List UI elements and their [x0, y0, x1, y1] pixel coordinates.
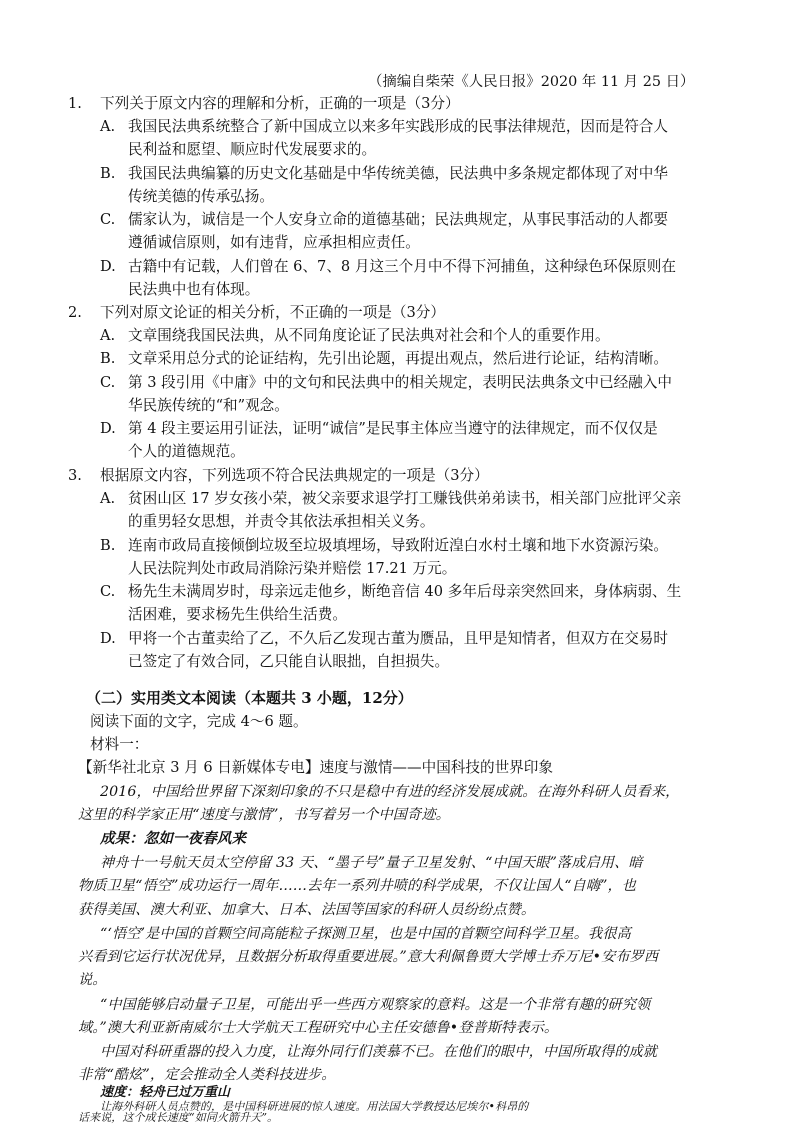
q3-option-d	[100, 629, 668, 649]
reading-instruction: 阅读下面的文字，完成 4～6 题。	[90, 713, 308, 730]
question-number: 1.	[68, 95, 82, 112]
option-letter: C.	[100, 211, 116, 228]
option-letter: C.	[100, 583, 116, 600]
option-text: 文章围绕我国民法典，从不同角度论证了民法典对社会和个人的重要作用。	[128, 327, 610, 344]
q1-option-b-cont: 传统美德的传承弘扬。	[128, 188, 274, 205]
q3-option-c-cont: 活困难，要求杨先生供给生活费。	[128, 606, 347, 623]
q3-option-a	[100, 489, 681, 509]
question-text: 根据原文内容，下列选项不符合民法典规定的一项是（3分）	[100, 467, 489, 484]
q1-option-b	[100, 164, 668, 184]
q2-option-d-cont: 个人的道德规范。	[128, 443, 245, 460]
option-text: 贫困山区 17 岁女孩小荣，被父亲要求退学打工赚钱供弟弟读书，相关部门应批评父亲	[128, 490, 682, 507]
option-text: 第 3 段引用《中庸》中的文句和民法典中的相关规定，表明民法典条文中已经融入中	[128, 374, 672, 391]
q1-option-c	[100, 210, 668, 230]
q1-option-a	[100, 117, 668, 137]
option-text: 杨先生未满周岁时，母亲远走他乡，断绝音信 40 多年后母亲突然回来，身体病弱、生	[128, 583, 682, 600]
article-p4-line-1: 中国对科研重器的投入力度，让海外同行们羡慕不已。在他们的眼中，中国所取得的成就	[100, 1044, 658, 1060]
q1-option-d	[100, 257, 676, 277]
question-text: 下列对原文论证的相关分析，不正确的一项是（3分）	[100, 304, 445, 321]
q3-option-a-cont: 的重男轻女思想，并责令其依法承担相关义务。	[128, 513, 435, 530]
q2-option-c	[100, 373, 672, 393]
q1-option-d-cont: 民法典中也有体现。	[128, 281, 260, 298]
article-p1-line-1: 神舟十一号航天员太空停留 33 天、“墨子号”量子卫星发射、“中国天眼”落成启用、暗	[100, 855, 643, 871]
option-text: 我国民法典系统整合了新中国成立以来多年实践形成的民事法律规范，因而是符合人	[128, 118, 668, 135]
article-intro-line-2: 这里的科学家正用“速度与激情”，书写着另一个中国奇迹。	[78, 807, 450, 823]
option-letter: A.	[100, 490, 116, 507]
question-number: 2.	[68, 304, 82, 321]
q1-option-c-cont: 遵循诚信原则，如有违背，应承担相应责任。	[128, 234, 420, 251]
q2-option-b	[100, 349, 668, 369]
option-letter: A.	[100, 327, 116, 344]
q3-option-b-cont: 人民法院判处市政局消除污染并赔偿 17.21 万元。	[128, 560, 457, 577]
option-letter: B.	[100, 165, 116, 182]
question-number: 3.	[68, 467, 82, 484]
q2-option-a	[100, 326, 610, 346]
material-label: 材料一：	[90, 736, 149, 753]
section-title: （二）实用类文本阅读（本题共 3 小题，12分）	[86, 689, 413, 707]
subheading-achievements: 成果：忽如一夜春风来	[100, 830, 246, 847]
article-p3-line-1: “中国能够启动量子卫星，可能出乎一些西方观察家的意料。这是一个非常有趣的研究领	[100, 997, 651, 1013]
option-text: 古籍中有记载，人们曾在 6、7、8 月这三个月中不得下河捕鱼，这种绿色环保原则在	[128, 258, 676, 275]
q3-option-c	[100, 582, 681, 602]
article-p3-line-2: 域。”澳大利亚新南威尔士大学航天工程研究中心主任安德鲁•登普斯特表示。	[78, 1020, 559, 1036]
option-text: 文章采用总分式的论证结构，先引出论题，再提出观点，然后进行论证，结构清晰。	[128, 350, 668, 367]
article-p1-line-2: 物质卫星“悟空”成功运行一周年……去年一系列井喷的科学成果，不仅让国人“自嗨”，也	[78, 878, 637, 894]
q2-option-d	[100, 419, 658, 439]
article-intro-line-1: 2016，中国给世界留下深刻印象的不只是稳中有进的经济发展成就。在海外科研人员看来，	[100, 784, 680, 800]
option-text: 甲将一个古董卖给了乙，不久后乙发现古董为赝品，且甲是知情者，但双方在交易时	[128, 630, 668, 647]
source-citation: （摘编自柴荣《人民日报》2020 年 11 月 25 日）	[368, 74, 695, 90]
article-p2-line-1: “‘悟空’是中国的首颗空间高能粒子探测卫星，也是中国的首颗空间科学卫星。我很高	[100, 926, 631, 942]
question-text: 下列关于原文内容的理解和分析，正确的一项是（3分）	[100, 95, 460, 112]
option-letter: C.	[100, 374, 116, 391]
option-letter: D.	[100, 420, 116, 437]
article-p5-line-2: 话来说，这个成长速度“如同火箭升天”。	[78, 1111, 279, 1124]
question-1-stem	[68, 94, 460, 114]
article-p4-line-2: 非常“酷炫”，定会推动全人类科技进步。	[78, 1067, 336, 1083]
option-letter: B.	[100, 350, 116, 367]
q2-option-c-cont: 华民族传统的“和”观念。	[128, 397, 289, 414]
q3-option-b	[100, 536, 668, 556]
article-p1-line-3: 获得美国、澳大利亚、加拿大、日本、法国等国家的科研人员纷纷点赞。	[78, 902, 536, 918]
subheading-speed: 速度：轻舟已过万重山	[100, 1085, 231, 1100]
article-headline: 【新华社北京 3 月 6 日新媒体专电】速度与激情——中国科技的世界印象	[78, 759, 553, 776]
article-p2-line-3: 说。	[78, 972, 107, 988]
option-letter: B.	[100, 537, 116, 554]
option-text: 连南市政局直接倾倒垃圾至垃圾填埋场，导致附近湟白水村土壤和地下水资源污染。	[128, 537, 668, 554]
q1-option-a-cont: 民利益和愿望、顺应时代发展要求的。	[128, 141, 377, 158]
option-letter: A.	[100, 118, 116, 135]
article-p2-line-2: 兴看到它运行状况优异，且数据分析取得重要进展。”意大利佩鲁贾大学博士乔万尼•安布罗西	[78, 949, 659, 965]
article-p5-line-1: 让海外科研人员点赞的，是中国科研进展的惊人速度。用法国大学教授达尼埃尔•科昂的	[100, 1100, 529, 1113]
q3-option-d-cont: 已签定了有效合同，乙只能自认眼拙，自担损失。	[128, 653, 450, 670]
option-text: 我国民法典编纂的历史文化基础是中华传统美德，民法典中多条规定都体现了对中华	[128, 165, 668, 182]
question-2-stem	[68, 303, 445, 323]
option-letter: D.	[100, 258, 116, 275]
option-text: 第 4 段主要运用引证法，证明“诚信”是民事主体应当遵守的法律规定，而不仅仅是	[128, 420, 658, 437]
question-3-stem	[68, 466, 489, 486]
option-text: 儒家认为，诚信是一个人安身立命的道德基础；民法典规定，从事民事活动的人都要	[128, 211, 668, 228]
option-letter: D.	[100, 630, 116, 647]
